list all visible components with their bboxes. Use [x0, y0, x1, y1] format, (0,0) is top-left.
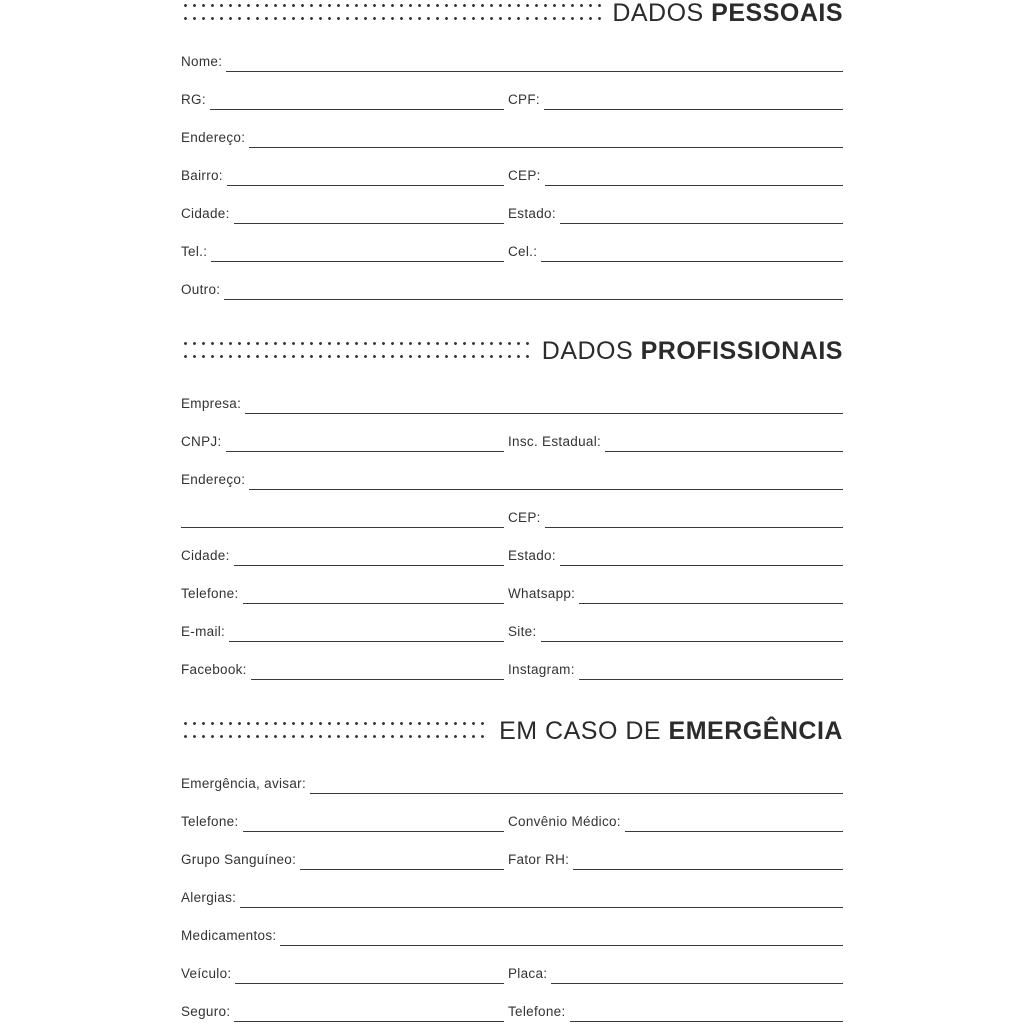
row-medicamentos — [181, 924, 843, 946]
outro-field[interactable]: Outro: — [181, 278, 843, 300]
endereco-field[interactable]: Endereço: — [181, 126, 843, 148]
whatsapp-line[interactable] — [579, 603, 843, 604]
rg-field[interactable]: RG: — [181, 88, 504, 110]
row-telefone-whatsapp — [181, 582, 843, 604]
medicamentos-line[interactable] — [280, 945, 843, 946]
telefone-prof-line[interactable] — [243, 603, 505, 604]
estado-prof-field[interactable]: Estado: — [508, 544, 843, 566]
endereco-prof-field[interactable]: Endereço: — [181, 468, 843, 490]
row-facebook-instagram — [181, 658, 843, 680]
row-endereco2-cep — [181, 506, 843, 528]
telefone-emerg-field[interactable]: Telefone: — [181, 810, 504, 832]
row-alergias — [181, 886, 843, 908]
cpf-line[interactable] — [544, 109, 843, 110]
row-cnpj-insc — [181, 430, 843, 452]
cidade-prof-line[interactable] — [234, 565, 504, 566]
estado-line[interactable] — [560, 223, 843, 224]
insc-estadual-field[interactable]: Insc. Estadual: — [508, 430, 843, 452]
avisar-field[interactable]: Emergência, avisar: — [181, 772, 843, 794]
cnpj-field[interactable]: CNPJ: — [181, 430, 504, 452]
cep-prof-line[interactable] — [545, 527, 843, 528]
veiculo-field[interactable]: Veículo: — [181, 962, 504, 984]
seguro-field[interactable]: Seguro: — [181, 1000, 504, 1022]
outro-line[interactable] — [224, 299, 843, 300]
row-telefone-convenio — [181, 810, 843, 832]
fator-rh-line[interactable] — [573, 869, 843, 870]
endereco-prof-line[interactable] — [249, 489, 843, 490]
row-outro — [181, 278, 843, 300]
cep-prof-field[interactable]: CEP: — [508, 506, 843, 528]
cel-field[interactable]: Cel.: — [508, 240, 843, 262]
telefone-prof-field[interactable]: Telefone: — [181, 582, 504, 604]
section-header-emergencia — [181, 716, 843, 746]
row-cidade-estado-prof — [181, 544, 843, 566]
email-line[interactable] — [229, 641, 504, 642]
section-title-pessoais: DADOS PESSOAIS — [612, 0, 843, 27]
alergias-field[interactable]: Alergias: — [181, 886, 843, 908]
convenio-line[interactable] — [625, 831, 843, 832]
section-title-emergencia: EM CASO DE EMERGÊNCIA — [499, 717, 843, 745]
cnpj-line[interactable] — [226, 451, 504, 452]
placa-line[interactable] — [551, 983, 843, 984]
dotted-pattern — [181, 717, 489, 743]
tel-line[interactable] — [211, 261, 504, 262]
row-veiculo-placa — [181, 962, 843, 984]
site-line[interactable] — [541, 641, 843, 642]
facebook-line[interactable] — [251, 679, 504, 680]
row-nome — [181, 50, 843, 72]
empresa-line[interactable] — [245, 413, 843, 414]
telefone-emerg-line[interactable] — [243, 831, 505, 832]
cidade-line[interactable] — [234, 223, 504, 224]
site-field[interactable]: Site: — [508, 620, 843, 642]
row-bairro-cep — [181, 164, 843, 186]
row-grupo-fator — [181, 848, 843, 870]
cep-field[interactable]: CEP: — [508, 164, 843, 186]
row-tel-cel — [181, 240, 843, 262]
row-email-site — [181, 620, 843, 642]
section-header-pessoais — [181, 0, 843, 28]
row-empresa — [181, 392, 843, 414]
dotted-pattern — [181, 0, 602, 25]
telefone-seguro-field[interactable]: Telefone: — [508, 1000, 843, 1022]
convenio-field[interactable]: Convênio Médico: — [508, 810, 843, 832]
email-field[interactable]: E-mail: — [181, 620, 504, 642]
cpf-field[interactable]: CPF: — [508, 88, 843, 110]
cidade-field[interactable]: Cidade: — [181, 202, 504, 224]
cel-line[interactable] — [541, 261, 843, 262]
endereco-line[interactable] — [249, 147, 843, 148]
row-cidade-estado — [181, 202, 843, 224]
bairro-field[interactable]: Bairro: — [181, 164, 504, 186]
instagram-line[interactable] — [579, 679, 843, 680]
section-title-profissionais: DADOS PROFISSIONAIS — [541, 337, 843, 365]
placa-field[interactable]: Placa: — [508, 962, 843, 984]
tel-field[interactable]: Tel.: — [181, 240, 504, 262]
row-seguro-telefone — [181, 1000, 843, 1022]
facebook-field[interactable]: Facebook: — [181, 658, 504, 680]
rg-line[interactable] — [210, 109, 504, 110]
instagram-field[interactable]: Instagram: — [508, 658, 843, 680]
estado-field[interactable]: Estado: — [508, 202, 843, 224]
seguro-line[interactable] — [234, 1021, 504, 1022]
row-endereco-prof — [181, 468, 843, 490]
insc-estadual-line[interactable] — [605, 451, 843, 452]
empresa-field[interactable]: Empresa: — [181, 392, 843, 414]
nome-line[interactable] — [226, 71, 843, 72]
estado-prof-line[interactable] — [560, 565, 843, 566]
nome-field[interactable]: Nome: — [181, 50, 843, 72]
alergias-line[interactable] — [240, 907, 843, 908]
grupo-sanguineo-field[interactable]: Grupo Sanguíneo: — [181, 848, 504, 870]
cidade-prof-field[interactable]: Cidade: — [181, 544, 504, 566]
veiculo-line[interactable] — [235, 983, 504, 984]
cep-line[interactable] — [545, 185, 843, 186]
fator-rh-field[interactable]: Fator RH: — [508, 848, 843, 870]
bairro-line[interactable] — [227, 185, 504, 186]
avisar-line[interactable] — [310, 793, 843, 794]
endereco-prof-line2-field[interactable] — [181, 506, 504, 528]
dotted-pattern — [181, 337, 532, 363]
row-rg-cpf — [181, 88, 843, 110]
section-header-profissionais — [181, 336, 843, 366]
telefone-seguro-line[interactable] — [570, 1021, 844, 1022]
endereco-prof-line2[interactable] — [181, 527, 504, 528]
grupo-sanguineo-line[interactable] — [300, 869, 504, 870]
row-avisar — [181, 772, 843, 794]
medicamentos-field[interactable]: Medicamentos: — [181, 924, 843, 946]
whatsapp-field[interactable]: Whatsapp: — [508, 582, 843, 604]
row-endereco — [181, 126, 843, 148]
